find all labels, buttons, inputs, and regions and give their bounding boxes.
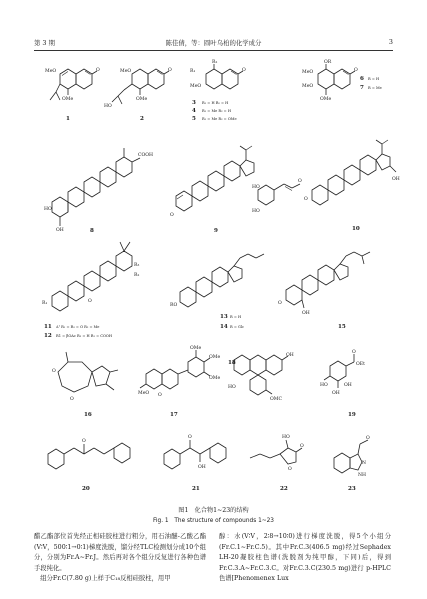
ho-label: HO <box>104 104 112 109</box>
running-head <box>34 36 393 48</box>
structure-23 <box>334 435 370 492</box>
compound-label-6: 6 <box>360 76 364 82</box>
meo-label: MeO <box>45 69 57 74</box>
substituent-5: R₁ = Me R₂ = OMe <box>202 117 237 121</box>
o-label: O <box>168 68 172 73</box>
omc-label: OMC <box>270 397 282 402</box>
o-label: O <box>278 301 282 306</box>
oh-label: OH <box>198 465 206 470</box>
structure-15 <box>278 252 370 330</box>
meo-label: MeO <box>120 69 132 74</box>
substituent-14: R = Glc <box>230 325 245 329</box>
structure-19 <box>320 349 365 418</box>
o-label: O <box>242 68 246 73</box>
paragraph-right: 醇：水(V∶V，2∶8→10∶0)进行梯度洗脱，得5个小组分(Fr.C.1~Fr.C.5)。其中Fr.C.3(406.5 mg)经过Sephadex LH-20凝胶柱色谱(洗脱剂为纯甲醇，下同)后，得到Fr.C.3.A~Fr.C.3.C。对Fr.C.3.C(230.5 mg)进行 p-HPLC 色谱[Phenomenex Lux <box>219 533 391 583</box>
compound-label-13: 13 <box>220 314 228 320</box>
compound-label-9: 9 <box>214 228 218 234</box>
compound-label-2: 2 <box>140 116 144 122</box>
body-text-left <box>34 532 206 585</box>
ho-label: HO <box>252 185 260 190</box>
substituent-4: R₁ = Me R₂ = H <box>202 109 231 113</box>
oh-label: OH <box>332 391 340 396</box>
structure-11-12 <box>42 242 139 339</box>
compound-label-15: 15 <box>338 324 346 330</box>
compound-label-16: 16 <box>84 412 92 418</box>
compound-label-3: 3 <box>192 100 196 106</box>
o-label: O <box>158 393 162 398</box>
substituent-6: R = H <box>368 77 380 81</box>
structure-17 <box>138 345 220 418</box>
structure-10 <box>252 140 400 232</box>
compound-structures-figure <box>30 56 400 498</box>
running-title: 陈佳倩，等：圆叶乌桕的化学成分 <box>165 38 262 47</box>
compound-label-14: 14 <box>220 324 228 330</box>
structure-3-5 <box>190 59 246 122</box>
structure-13-14 <box>170 254 264 330</box>
compound-label-1: 1 <box>66 116 70 122</box>
o-label: O <box>82 439 86 444</box>
compound-label-8: 8 <box>90 228 94 234</box>
ome-label: OMe <box>190 346 202 351</box>
o-label: O <box>354 68 358 73</box>
o-label: O <box>366 436 370 441</box>
structure-20 <box>48 438 130 492</box>
o-label: O <box>288 467 292 472</box>
ho-label: HO <box>320 383 328 388</box>
structure-6-7 <box>302 59 382 102</box>
oet-label: OEt <box>356 362 365 367</box>
r1o-label: R₁ <box>190 69 196 74</box>
compound-label-11: 11 <box>44 324 52 330</box>
nh-label: NH <box>358 473 367 478</box>
oh-label: OH <box>344 383 352 388</box>
oh-label: OH <box>392 177 400 182</box>
structure-22 <box>250 434 304 492</box>
o-label: O <box>52 369 56 374</box>
ome-label: OMe <box>209 355 221 360</box>
figure-caption-en: Fig. 1 The structure of compounds 1~23 <box>153 518 274 524</box>
ho-label: HO <box>44 207 52 212</box>
structure-21 <box>164 434 226 492</box>
meo-label: MeO <box>302 84 314 89</box>
ome-label: OMe <box>320 97 332 102</box>
substituent-13: R = H <box>230 315 242 319</box>
oh-label: OH <box>56 228 64 233</box>
ho-label: HO <box>228 385 236 390</box>
structure-1 <box>45 67 100 122</box>
ro-label: RO <box>170 303 178 308</box>
figure-caption-cn: 图1 化合物1~23的结构 <box>178 507 249 514</box>
substituent-3: R₁ = H R₂ = H <box>202 101 229 105</box>
o-label: O <box>96 68 100 73</box>
meo-label: MeO <box>138 391 150 396</box>
r2-label: R₂ <box>212 60 218 65</box>
meo-label: MeO <box>302 70 314 75</box>
structure-9 <box>170 146 254 234</box>
compound-label-19: 19 <box>348 412 356 418</box>
r1-label: R₁ <box>42 301 48 306</box>
r2-label: R₂ <box>134 273 140 278</box>
compound-label-23: 23 <box>348 486 356 492</box>
compound-label-17: 17 <box>170 412 178 418</box>
compound-label-12: 12 <box>44 333 52 339</box>
compound-label-21: 21 <box>192 486 200 492</box>
header-rule <box>34 50 393 51</box>
oh-label: OH <box>286 353 294 358</box>
structure-16 <box>52 352 118 418</box>
o-label: O <box>352 350 356 355</box>
meo-label: MeO <box>190 84 202 89</box>
o-label: O <box>170 213 174 218</box>
n-label: N <box>362 461 367 466</box>
substituent-12: R1 = βOAc R₂ = H R₃ = COOH <box>56 334 112 338</box>
o-label: O <box>70 397 74 402</box>
cooh-label: COOH <box>138 153 154 158</box>
ho-label: HO <box>282 435 290 440</box>
compound-label-10: 10 <box>352 226 360 232</box>
ome-label: OMe <box>136 97 148 102</box>
o-label: O <box>188 435 192 440</box>
body-text-right <box>219 532 391 585</box>
oh-label: OH <box>302 311 310 316</box>
ho-label: HO <box>252 209 260 214</box>
paragraph-left: 醋乙酯部位首先经正相硅胶柱进行粗分，用石油醚-乙酸乙酯(V∶V，500∶1→0∶1)梯度洗脱，馏分经TLC检测划分成10个组分，分别为Fr.A~Fr.J。然后再对各个组分反复进行各种色谱手段纯化。 组分Fr.C(7.80 g)上样于C₁₈反相硅胶柱，用甲 <box>34 533 206 583</box>
compound-label-20: 20 <box>82 486 90 492</box>
structure-18 <box>228 352 294 402</box>
structure-2 <box>104 67 172 122</box>
substituent-11: Δ¹ R₁ = R₂ = O R₃ = Me <box>56 325 100 329</box>
o-label: O <box>298 179 302 184</box>
page-number: 3 <box>388 38 393 46</box>
compound-label-7: 7 <box>360 85 364 91</box>
compound-label-4: 4 <box>192 108 196 114</box>
o-label: O <box>304 197 308 202</box>
compound-label-18: 18 <box>228 360 236 366</box>
r3-label: R₃ <box>134 263 140 268</box>
ome-label: OMe <box>209 376 221 381</box>
o-label: O <box>88 299 92 304</box>
issue-number: 第 3 期 <box>34 38 55 47</box>
structure-8 <box>44 148 153 234</box>
substituent-7: R = Me <box>368 86 382 90</box>
o-label: O <box>300 444 304 449</box>
compound-label-5: 5 <box>192 116 196 122</box>
compound-label-22: 22 <box>280 486 288 492</box>
ome-label: OMe <box>62 97 74 102</box>
or-label: OR <box>324 60 332 65</box>
